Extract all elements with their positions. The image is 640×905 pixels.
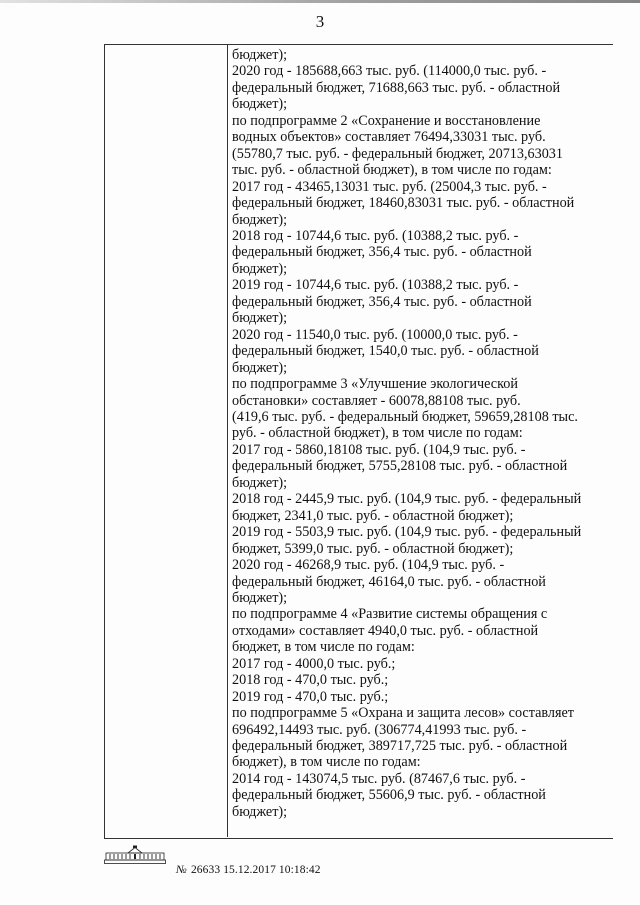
text-line: 696492,14493 тыс. руб. (306774,41993 тыс. руб. - [232, 721, 527, 738]
registration-footer [176, 864, 321, 876]
text-line: бюджет, 2341,0 тыс. руб. - областной бюджет); [232, 507, 514, 524]
text-line: бюджет, 5399,0 тыс. руб. - областной бюджет); [232, 540, 514, 557]
text-line: федеральный бюджет, 1540,0 тыс. руб. - областной [232, 343, 539, 360]
text-line: 2014 год - 143074,5 тыс. руб. (87467,6 тыс. руб. - [232, 770, 526, 787]
text-line: 2020 год - 46268,9 тыс. руб. (104,9 тыс. руб. - [232, 557, 505, 574]
text-line: федеральный бюджет, 55606,9 тыс. руб. - областной [232, 787, 546, 804]
text-line: 2018 год - 10744,6 тыс. руб. (10388,2 тыс. руб. - [232, 227, 519, 244]
text-line: федеральный бюджет, 356,4 тыс. руб. - областной [232, 293, 532, 310]
text-line: 2019 год - 5503,9 тыс. руб. (104,9 тыс. руб. - федеральный [232, 524, 582, 541]
text-line: бюджет); [232, 260, 288, 277]
table-text-cell [232, 47, 610, 820]
text-line: по подпрограмме 2 «Сохранение и восстановление [232, 112, 541, 129]
text-line: бюджет); [232, 589, 288, 606]
text-line: 2018 год - 2445,9 тыс. руб. (104,9 тыс. руб. - федеральный [232, 491, 582, 508]
page-top-edge [0, 0, 640, 3]
text-line: 2020 год - 185688,663 тыс. руб. (114000,0 тыс. руб. - [232, 63, 547, 80]
text-line: (55780,7 тыс. руб. - федеральный бюджет, 20713,63031 [232, 145, 563, 162]
text-line: обстановки» составляет - 60078,88108 тыс. руб. [232, 392, 521, 409]
text-line: руб. - областной бюджет), в том числе по годам: [232, 425, 523, 442]
text-line: бюджет); [232, 474, 288, 491]
text-line: (419,6 тыс. руб. - федеральный бюджет, 59659,28108 тыс. [232, 408, 578, 425]
text-line: 2017 год - 5860,18108 тыс. руб. (104,9 тыс. руб. - [232, 441, 526, 458]
text-line: бюджет); [232, 211, 288, 228]
registration-datetime: 15.12.2017 10:18:42 [223, 864, 321, 876]
text-line: 2019 год - 10744,6 тыс. руб. (10388,2 тыс. руб. - [232, 277, 519, 294]
text-line: водных объектов» составляет 76494,33031 тыс. руб. [232, 129, 546, 146]
text-line: бюджет); [232, 803, 288, 820]
text-line: 2017 год - 43465,13031 тыс. руб. (25004,3 тыс. руб. - [232, 178, 547, 195]
text-line: бюджет); [232, 310, 288, 327]
text-line: бюджет); [232, 96, 288, 113]
text-line: федеральный бюджет, 71688,663 тыс. руб. - областной [232, 79, 561, 96]
text-line: бюджет); [232, 47, 288, 63]
text-line: бюджет, в том числе по годам: [232, 639, 415, 656]
table-column-divider [227, 44, 228, 837]
text-line: отходами» составляет 4940,0 тыс. руб. - областной [232, 622, 539, 639]
government-building-stamp-icon [104, 845, 166, 864]
registration-number: 26633 [190, 864, 221, 876]
text-line: федеральный бюджет, 389717,725 тыс. руб. - областной [232, 738, 568, 755]
text-line: 2020 год - 11540,0 тыс. руб. (10000,0 тыс. руб. - [232, 326, 518, 343]
text-line: федеральный бюджет, 356,4 тыс. руб. - областной [232, 244, 532, 261]
page-number: 3 [315, 12, 325, 31]
text-line: федеральный бюджет, 46164,0 тыс. руб. - областной [232, 573, 546, 590]
text-line: по подпрограмме 3 «Улучшение экологической [232, 376, 518, 393]
text-line: федеральный бюджет, 18460,83031 тыс. руб. - областной [232, 195, 575, 212]
text-line: 2019 год - 470,0 тыс. руб.; [232, 688, 389, 705]
text-line: федеральный бюджет, 5755,28108 тыс. руб. - областной [232, 458, 568, 475]
text-line: бюджет), в том числе по годам: [232, 754, 421, 771]
text-line: по подпрограмме 5 «Охрана и защита лесов» составляет [232, 705, 574, 722]
number-sign: № [176, 864, 187, 876]
text-line: 2018 год - 470,0 тыс. руб.; [232, 672, 389, 689]
text-line: по подпрограмме 4 «Развитие системы обращения с [232, 606, 548, 623]
text-line: бюджет); [232, 359, 288, 376]
text-line: 2017 год - 4000,0 тыс. руб.; [232, 655, 396, 672]
text-line: тыс. руб. - областной бюджет), в том числе по годам: [232, 162, 552, 179]
